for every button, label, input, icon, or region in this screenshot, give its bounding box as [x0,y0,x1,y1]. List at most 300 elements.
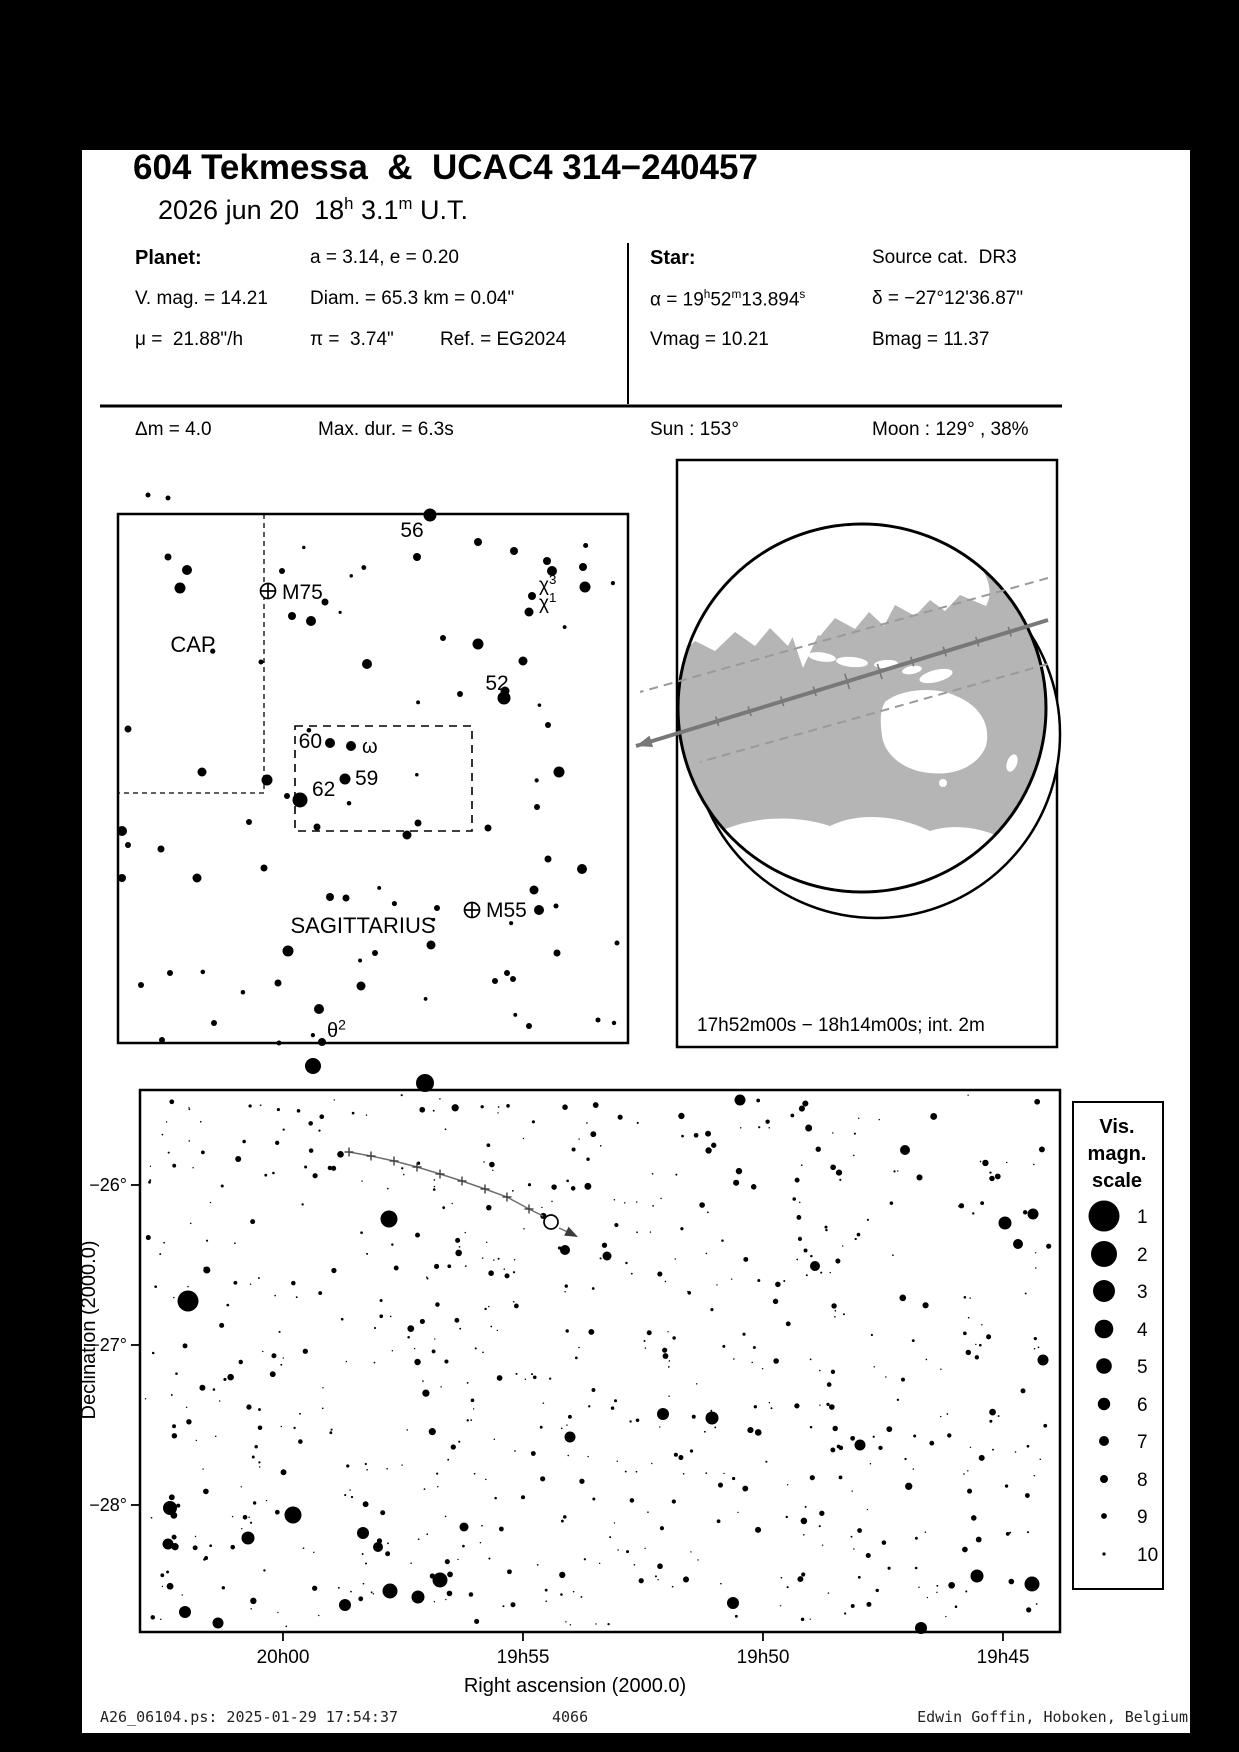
faint-star-dot [1009,1579,1015,1585]
faint-star-dot [494,1438,496,1440]
medium-star-dot [751,1184,757,1190]
faint-star-dot [592,1498,595,1501]
medium-star-dot [922,1302,928,1308]
faint-star-dot [819,1525,821,1527]
faint-star-dot [801,1618,804,1621]
faint-star-dot [947,1413,949,1415]
medium-star-dot [755,1527,761,1533]
faint-star-dot [374,1327,376,1329]
faint-star-dot [377,886,381,890]
faint-star-dot [1027,1445,1030,1448]
faint-star-dot [297,1109,301,1113]
faint-star-dot [503,1268,505,1270]
medium-star-dot [802,1100,808,1106]
medium-star-dot [505,1273,510,1278]
star-dot [403,831,412,840]
faint-star-dot [366,1114,367,1115]
faint-star-dot [926,1359,928,1361]
faint-star-dot [437,1486,438,1487]
faint-star-dot [716,1284,717,1285]
faint-star-dot [358,1596,363,1601]
faint-star-dot [963,1331,967,1335]
faint-star-dot [233,1281,237,1285]
faint-star-dot [250,1522,252,1524]
faint-star-dot [275,1510,280,1515]
bright-star-dot [213,1618,224,1629]
faint-star-dot [636,1201,637,1202]
deepsky-marker-icon [465,903,480,918]
faint-star-dot [447,1591,453,1597]
bright-star-dot [381,1211,398,1228]
x-tick-label: 20h00 [256,1647,310,1668]
globe-caption: 17h52m00s − 18h14m00s; int. 2m [697,1015,985,1036]
bright-star-dot [416,1074,434,1092]
faint-star-dot [485,1479,487,1481]
medium-star-dot [678,1113,684,1119]
info-cell: μ = 21.88"/h [135,329,244,350]
faint-star-dot [506,1104,510,1108]
faint-star-dot [480,1542,481,1543]
star-dot [534,905,544,915]
faint-star-dot [965,1590,967,1592]
bright-star-dot [560,1245,570,1255]
faint-star-dot [592,1388,596,1392]
faint-star-dot [474,1473,476,1475]
faint-star-dot [387,1542,389,1544]
faint-star-dot [365,1562,367,1564]
faint-star-dot [490,1326,492,1328]
faint-star-dot [947,1433,951,1437]
faint-star-dot [543,1402,545,1404]
faint-star-dot [232,1516,233,1517]
star-dot [415,820,422,827]
faint-star-dot [183,1343,188,1348]
main-chart-border [140,1090,1060,1632]
faint-star-dot [1039,1459,1040,1460]
faint-star-dot [561,1428,563,1430]
faint-star-dot [683,1473,685,1475]
faint-star-dot [362,1553,364,1555]
footer-filename: A26_06104.ps: 2025-01-29 17:54:37 [100,1708,399,1726]
faint-star-dot [614,1199,616,1201]
faint-star-dot [600,1257,602,1259]
faint-star-dot [631,1273,633,1275]
faint-star-dot [871,1334,873,1336]
mag-scale-dot [1096,1358,1112,1374]
star-dot [277,1041,282,1046]
faint-star-dot [498,1258,500,1260]
faint-star-dot [801,1572,805,1576]
faint-star-dot [690,1551,691,1552]
faint-star-dot [538,703,542,707]
faint-star-dot [835,1310,837,1312]
faint-star-dot [394,1266,399,1271]
faint-star-dot [514,1450,516,1452]
faint-star-dot [392,1350,393,1351]
mag-scale-dot [1100,1475,1108,1483]
star-dot [261,865,268,872]
faint-star-dot [879,1119,880,1120]
faint-star-dot [1005,1484,1008,1487]
faint-star-dot [502,1605,504,1607]
faint-star-dot [366,1253,368,1255]
faint-star-dot [787,1586,789,1588]
faint-star-dot [786,1321,791,1326]
info-cell: Ref. = EG2024 [440,329,567,350]
bright-star-dot [373,1542,383,1552]
medium-star-dot [407,1325,414,1332]
faint-star-dot [590,1131,596,1137]
info-cell: Vmag = 10.21 [650,329,769,350]
faint-star-dot [373,1593,374,1594]
faint-star-dot [363,1501,369,1507]
faint-star-dot [675,1174,677,1176]
faint-star-dot [160,1619,161,1620]
mag-scale-value: 4 [1137,1320,1148,1341]
star-dot [259,660,264,665]
faint-star-dot [407,1336,410,1339]
faint-star-dot [514,1304,519,1309]
faint-star-dot [222,1586,225,1589]
faint-star-dot [657,1271,662,1276]
medium-star-dot [773,1358,779,1364]
faint-star-dot [975,1355,979,1359]
faint-star-dot [234,1242,236,1244]
faint-star-dot [445,1559,450,1564]
faint-star-dot [773,1299,778,1304]
faint-star-dot [989,1171,991,1173]
medium-star-dot [683,1576,689,1582]
faint-star-dot [839,1179,841,1181]
faint-star-dot [379,1314,383,1318]
medium-star-dot [663,1353,669,1359]
faint-star-dot [975,1344,976,1345]
faint-star-dot [592,1287,595,1290]
faint-star-dot [264,1174,267,1177]
bright-star-dot [1028,1209,1039,1220]
faint-star-dot [469,1592,474,1597]
x-tick-label: 19h55 [496,1647,550,1668]
medium-star-dot [801,1518,808,1525]
faint-star-dot [822,1544,823,1545]
faint-star-dot [242,1140,246,1144]
faint-star-dot [858,1118,859,1119]
star-dot [525,608,534,617]
faint-star-dot [467,1382,469,1384]
faint-star-dot [298,1439,303,1444]
faint-star-dot [696,1383,697,1384]
faint-star-dot [678,1455,683,1460]
faint-star-dot [514,1259,515,1260]
faint-star-dot [629,1420,631,1422]
bright-star-dot [163,1501,177,1515]
faint-star-dot [940,1369,941,1370]
faint-star-dot [799,1202,800,1203]
star-dot [543,557,551,565]
faint-star-dot [866,1602,871,1607]
medium-star-dot [337,1151,344,1158]
star-dot [159,1037,165,1043]
faint-star-dot [758,1126,760,1128]
finder-label: $\chi^1$ [539,589,557,614]
star-dot [193,874,202,883]
faint-star-dot [989,1420,992,1423]
medium-star-dot [743,1257,748,1262]
faint-star-dot [150,1166,151,1167]
faint-star-dot [145,1398,146,1399]
mag-scale-value: 2 [1137,1245,1148,1266]
faint-star-dot [672,1586,674,1588]
faint-star-dot [568,1415,572,1419]
y-tick-label: −27° [89,1335,127,1355]
star-dot [346,741,356,751]
faint-star-dot [819,1405,820,1406]
faint-star-dot [705,1472,707,1474]
faint-star-dot [210,1202,211,1203]
faint-star-dot [897,1170,898,1171]
bright-star-dot [603,1252,612,1261]
faint-star-dot [497,1330,498,1331]
faint-star-dot [1023,1210,1027,1214]
medium-star-dot [199,1385,205,1391]
medium-star-dot [736,1168,742,1174]
faint-star-dot [626,1550,629,1553]
medium-star-dot [995,1174,1001,1180]
faint-star-dot [857,1528,862,1533]
magnitude-scale [1073,1102,1163,1589]
faint-star-dot [617,1461,618,1462]
faint-star-dot [979,1344,982,1347]
finder-chart [117,493,628,1047]
faint-star-dot [457,1559,458,1560]
medium-star-dot [989,1409,996,1416]
faint-star-dot [190,1223,192,1225]
faint-star-dot [173,1297,174,1298]
faint-star-dot [358,959,362,963]
faint-star-dot [334,1099,335,1100]
faint-star-dot [667,1331,668,1332]
medium-star-dot [747,1427,753,1433]
faint-star-dot [831,1303,836,1308]
faint-star-dot [248,1104,251,1107]
faint-star-dot [541,1207,542,1208]
faint-star-dot [650,1231,651,1232]
mag-scale-dot [1098,1398,1110,1410]
faint-star-dot [754,1405,757,1408]
faint-star-dot [241,1486,242,1487]
medium-star-dot [499,1527,504,1532]
faint-star-dot [403,1174,405,1176]
mag-scale-value: 7 [1137,1432,1148,1453]
faint-star-dot [781,1577,783,1579]
faint-star-dot [662,1348,667,1353]
faint-star-dot [475,1347,477,1349]
medium-star-dot [203,1266,210,1273]
star-dot [615,941,620,946]
faint-star-dot [535,778,539,782]
medium-star-dot [916,1174,922,1180]
medium-star-dot [186,1419,191,1424]
faint-star-dot [595,1623,596,1624]
faint-star-dot [252,1456,255,1459]
faint-star-dot [471,1399,475,1403]
medium-star-dot [618,1115,623,1120]
faint-star-dot [470,1419,472,1421]
faint-star-dot [361,1180,362,1181]
star-dot [474,538,482,546]
faint-star-dot [721,1239,724,1242]
mag-scale-dot [1099,1436,1109,1446]
faint-star-dot [452,1203,453,1204]
info-cell: V. mag. = 14.21 [135,288,268,309]
faint-star-dot [230,1545,235,1550]
faint-star-dot [1027,1531,1029,1533]
faint-star-dot [277,1108,280,1111]
finder-label: 60 [298,730,322,753]
faint-star-dot [853,1548,854,1549]
star-dot [279,568,285,574]
faint-star-dot [531,1373,533,1375]
faint-star-dot [644,1340,646,1342]
mag-scale-dot [1102,1552,1105,1555]
faint-star-dot [406,1429,408,1431]
faint-star-dot [583,543,588,548]
medium-star-dot [905,1483,912,1490]
star-dot [340,774,351,785]
faint-star-dot [465,1232,466,1233]
faint-star-dot [986,1334,991,1339]
faint-star-dot [850,1436,855,1441]
faint-star-dot [851,1536,853,1538]
faint-star-dot [998,1415,1000,1417]
medium-star-dot [559,1572,565,1578]
faint-star-dot [149,1179,151,1181]
faint-star-dot [523,1138,524,1139]
faint-star-dot [913,1468,914,1469]
faint-star-dot [331,1166,336,1171]
faint-star-dot [672,1499,676,1503]
faint-star-dot [826,1403,829,1406]
star-dot [534,804,540,810]
faint-star-dot [697,1559,698,1560]
medium-star-dot [959,1203,964,1208]
faint-star-dot [1034,1348,1036,1350]
faint-star-dot [612,1021,616,1025]
faint-star-dot [1025,1293,1027,1295]
faint-star-dot [720,1583,722,1585]
faint-star-dot [209,1544,212,1547]
faint-star-dot [780,1605,781,1606]
faint-star-dot [280,1364,282,1366]
faint-star-dot [834,1316,836,1318]
bright-star-dot [1038,1355,1049,1366]
faint-star-dot [1009,1532,1011,1534]
star-dot [554,950,561,957]
star-dot [424,509,437,522]
y-axis-title: Declination (2000.0) [78,1240,100,1420]
faint-star-dot [936,1592,937,1593]
faint-star-dot [828,1592,829,1593]
faint-star-dot [274,1295,276,1297]
mag-scale-title: magn. [1087,1143,1147,1165]
medium-star-dot [982,1160,988,1166]
faint-star-dot [737,1512,738,1513]
faint-star-dot [304,1165,307,1168]
faint-star-dot [440,1386,441,1387]
star-dot [357,982,366,991]
faint-star-dot [897,1399,899,1401]
faint-star-dot [481,1105,484,1108]
star-dot [314,824,321,831]
faint-star-dot [575,1356,578,1359]
faint-star-dot [637,1122,639,1124]
faint-star-dot [346,1464,349,1467]
medium-star-dot [948,1582,955,1589]
faint-star-dot [338,1587,340,1589]
deepsky-marker-icon [261,584,276,599]
faint-star-dot [341,1318,344,1321]
finder-label: CAP [170,632,216,657]
medium-star-dot [836,1170,842,1176]
faint-star-dot [771,1407,773,1409]
star-dot [554,767,565,778]
faint-star-dot [523,1228,524,1229]
faint-star-dot [166,1121,167,1122]
faint-star-dot [660,1198,661,1199]
faint-star-dot [1026,1607,1031,1612]
faint-star-dot [753,1346,756,1349]
faint-star-dot [625,1471,627,1473]
faint-star-dot [955,1605,958,1608]
faint-star-dot [551,1201,552,1202]
faint-star-dot [675,1258,676,1259]
faint-star-dot [886,1426,892,1432]
faint-star-dot [486,1143,490,1147]
faint-star-dot [733,1358,735,1360]
faint-star-dot [936,1585,938,1587]
mag-scale-dot [1093,1280,1115,1302]
faint-star-dot [363,1583,365,1585]
faint-star-dot [311,1033,315,1037]
faint-star-dot [361,565,366,570]
faint-star-dot [424,1488,426,1490]
faint-star-dot [312,1173,317,1178]
star-dot [413,553,421,561]
faint-star-dot [853,1155,855,1157]
medium-star-dot [380,1510,385,1515]
faint-star-dot [283,1357,284,1358]
faint-star-dot [722,1345,725,1348]
star-dot [526,1023,532,1029]
faint-star-dot [600,1145,602,1147]
mag-scale-value: 9 [1137,1507,1148,1528]
faint-star-dot [434,1601,435,1602]
faint-star-dot [572,1147,576,1151]
faint-star-dot [154,1285,157,1288]
mag-scale-value: 1 [1137,1207,1148,1228]
faint-star-dot [188,1140,190,1142]
faint-star-dot [652,1205,654,1207]
faint-star-dot [200,970,205,975]
faint-star-dot [674,1453,678,1457]
faint-star-dot [482,1352,484,1354]
medium-star-dot [742,1486,748,1492]
medium-star-dot [203,1489,209,1495]
star-dot [175,583,186,594]
medium-star-dot [551,1184,556,1189]
faint-star-dot [855,1238,857,1240]
faint-star-dot [410,1562,412,1564]
